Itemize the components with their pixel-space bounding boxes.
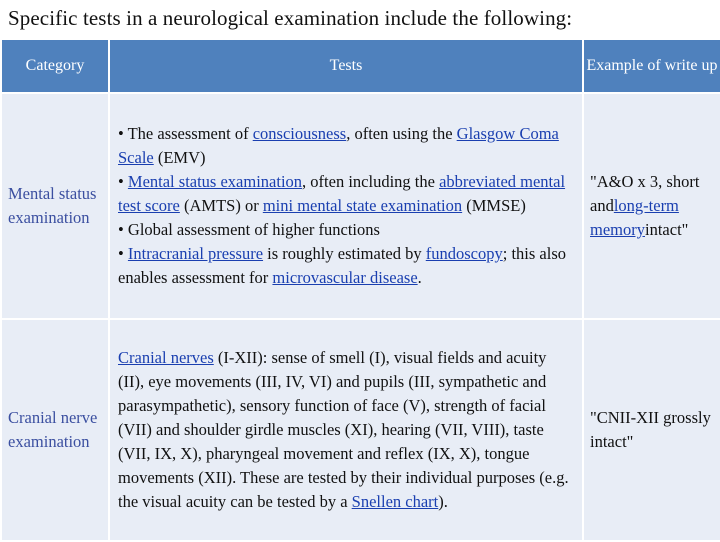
text-link[interactable]: abbreviated mental test score bbox=[118, 172, 566, 215]
text-link[interactable]: consciousness bbox=[252, 124, 347, 143]
table-row bbox=[1, 93, 720, 319]
header-tests: Tests bbox=[109, 39, 583, 93]
text-link[interactable]: microvascular disease bbox=[272, 268, 418, 287]
text-link[interactable]: Glasgow Coma Scale bbox=[118, 124, 559, 167]
text-run: . bbox=[417, 268, 422, 287]
tests-cell bbox=[109, 319, 583, 541]
text-run: "CNII-XII grossly intact" bbox=[590, 408, 711, 451]
category-cell bbox=[1, 93, 109, 319]
example-cell bbox=[583, 93, 720, 319]
text-run: ). bbox=[438, 492, 448, 511]
text-run: , often using the bbox=[346, 124, 457, 143]
text-run: intact" bbox=[645, 220, 689, 239]
text-link[interactable]: Snellen chart bbox=[351, 492, 439, 511]
header-example: Example of write up bbox=[583, 39, 720, 93]
text-run: "A&O x 3, short and bbox=[590, 172, 700, 215]
text-link[interactable]: Mental status examination bbox=[127, 172, 303, 191]
text-link[interactable]: Cranial nerves bbox=[118, 348, 214, 367]
text-link[interactable]: mini mental state examination bbox=[262, 196, 463, 215]
text-run: (MMSE) bbox=[462, 196, 526, 215]
header-category: Category bbox=[1, 39, 109, 93]
slide-title: Specific tests in a neurological examination include the following: bbox=[8, 6, 573, 30]
text-run: • bbox=[118, 172, 128, 191]
text-link[interactable]: Intracranial pressure bbox=[127, 244, 264, 263]
header-row bbox=[1, 39, 720, 93]
table-row bbox=[1, 319, 720, 541]
text-link[interactable]: fundoscopy bbox=[425, 244, 503, 263]
text-run: is roughly estimated by bbox=[263, 244, 426, 263]
text-run: (I-XII): sense of smell (I), visual fields and acuity (II), eye movements (III, IV, VI) and pupils (III, sympathetic and parasympathetic), sensory function of face (V), strength of facial (VII) and shoulder girdle muscles (XI), hearing (VII, VIII), taste (VII, IX, X), pharyngeal movement and reflex (IX, X), tongue movements (XII). These are tested by their individual purposes (e.g. the visual acuity can be tested by a bbox=[118, 348, 569, 511]
example-cell bbox=[583, 319, 720, 541]
text-run: (AMTS) or bbox=[179, 196, 263, 215]
text-run: ; this also enables assessment for bbox=[118, 244, 567, 287]
text-run: • bbox=[118, 244, 128, 263]
text-link[interactable]: long-term memory bbox=[590, 196, 679, 239]
text-run: , often including the bbox=[302, 172, 440, 191]
tests-cell bbox=[109, 93, 583, 319]
category-label: Mental status examination bbox=[8, 184, 97, 227]
category-label: Cranial nerve examination bbox=[8, 408, 98, 451]
category-cell bbox=[1, 319, 109, 541]
text-run: • The assessment of bbox=[118, 124, 253, 143]
text-run: (EMV) bbox=[153, 148, 206, 167]
text-run: • Global assessment of higher functions bbox=[118, 220, 380, 239]
neuro-exam-table bbox=[0, 38, 720, 542]
